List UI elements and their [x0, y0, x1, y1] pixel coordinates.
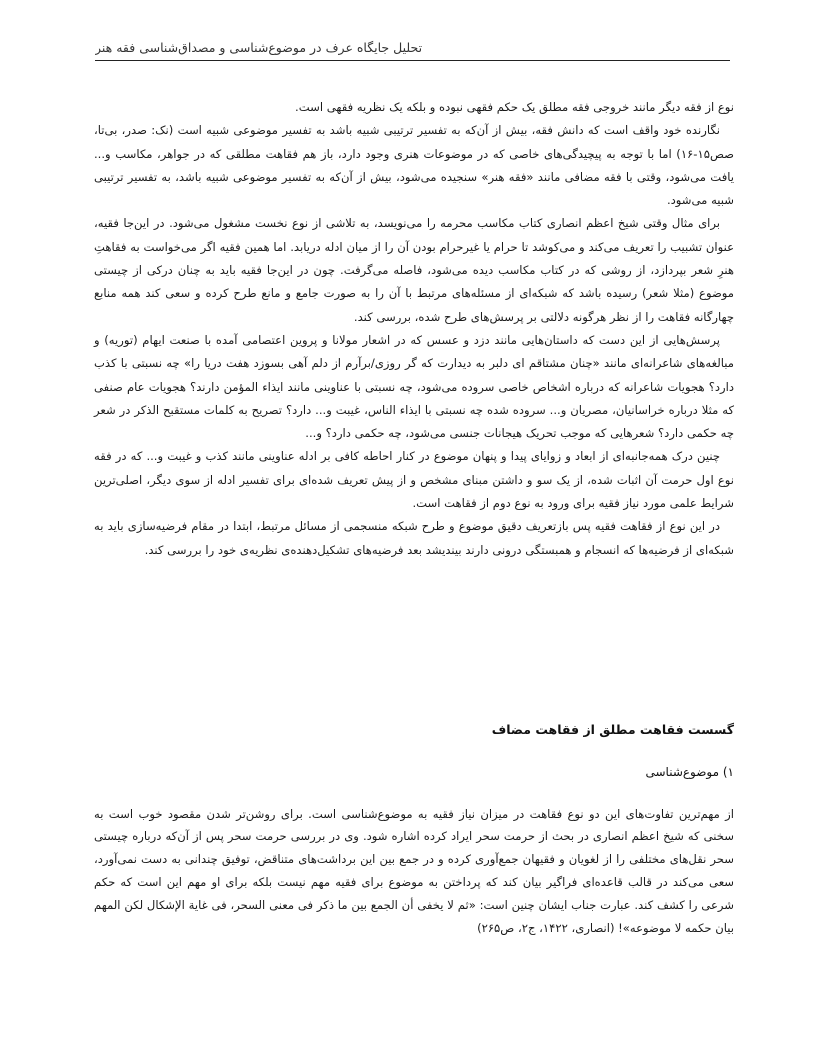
- section-body: [94, 791, 734, 951]
- body-text: [94, 96, 734, 562]
- running-header: تحلیل جایگاه عرف در موضوع‌شناسی و مصداق‌شناسی فقه هنر: [95, 40, 423, 55]
- section-heading: گسست فقاهت مطلق از فقاهت مضاف: [491, 722, 734, 737]
- paragraph-3: برای مثال وقتی شیخ اعظم انصاری کتاب مکاسب محرمه را می‌نویسد، به تلاشی از نوع نخست مشغول می‌شود. در این‌جا فقیه، عنوان تشبیب را تعریف می‌کند و می‌کوشد تا حرام یا غیرحرام بودن آن را از میان ادله دریابد. اما همین فقیه اگر می‌خواست به فقاهتِ هنرِ شعر بپردازد، از روشی که در کتاب مکاسب دیده می‌شود، فاصله می‌گرفت. چون در این‌جا فقیه باید به چنان درکی از چیستی موضوع (مثلا شعر) رسیده باشد که شبکه‌ای از مسئله‌های مرتبط با آن را به صورت جامع و مانع طرح کرده و سعی کند همه منابع چهارگانه فقاهت را از نظر هرگونه دلالتی بر پرسش‌های طرح شده، بررسی کند.: [94, 216, 734, 324]
- section-paragraph: از مهم‌ترین تفاوت‌های این دو نوع فقاهت در میزان نیاز فقیه به موضوع‌شناسی است. برای روشن‌تر شدن مقصود خوب است به سخنی که شیخ اعظم انصاری در بحث از حرمت سحر ایراد کرده اشاره شود. وی در بررسی حرمت سحر پس از آن‌که درباره چیستی سحر نقل‌های مختلفی را از لغویان و فقیهان جمع‌آوری کرده و در جمع بین این برداشت‌های متناقض، توفیق چندانی به دست نمی‌آورد، سعی می‌کند در قالب قاعده‌ای فراگیر بیان کند که پرداختن به موضوع برای فقیه مهم نیست بلکه برای او مهم این است که حکم شرعی را کشف کند. عبارت جناب ایشان چنین است: «ثم لا یخفی أن الجمع بین ما ذکر فی معنی السحر، فی غایة الإشکال لکن المهم بیان حکمه لا موضوعه»! (انصاری، ۱۴۲۲، ج۲، ص۲۶۵): [94, 806, 734, 935]
- paragraph-6: در این نوع از فقاهت فقیه پس بازتعریف دقیق موضوع و طرح شبکه منسجمی از مسائل مرتبط، ابتدا در مقام فرضیه‌سازی باید به شبکه‌ای از فرضیه‌ها که انسجام و همبستگی درونی دارند بیندیشد بعد فرضیه‌های تشکیل‌دهنده‌ی نظریه‌ی خود را بررسی کند.: [94, 519, 734, 557]
- paragraph-5: چنین درک همه‌جانبه‌ای از ابعاد و زوایای پیدا و پنهان موضوع در کنار احاطه کافی بر ادله عناوینی مانند کذب و غیبت و... که در فقه نوع اول حرمت آن اثبات شده، از یک سو و داشتن مبنای مشخص و از پیش تعریف شده‌ای برای تفسیر ادله از سوی دیگر، اصلی‌ترین شرایط علمی مورد نیاز فقیه برای ورود به نوع دوم از فقاهت است.: [94, 449, 734, 511]
- subsection-heading: ۱) موضوع‌شناسی: [645, 765, 734, 779]
- paragraph-1: نوع از فقه دیگر مانند خروجی فقه مطلق یک حکم فقهی نبوده و بلکه یک نظریه فقهی است.: [295, 100, 734, 114]
- paragraph-2: نگارنده خود واقف است که دانش فقه، بیش از آن‌که به تفسیر ترتیبی شبیه باشد به تفسیر موضوعی شبیه است (نک: صدر، بی‌تا، صص۱۵-۱۶) اما با توجه به پیچیدگی‌های خاصی که در موضوعات هنری وجود دارد، باز هم فقاهت مطلقی که در جواهر، مکاسب و... یافت می‌شود، وقتی با فقه مضافی مانند «فقه هنر» سنجیده می‌شود، بیش از آن‌که به تفسیر موضوعی شبیه باشد، به تفسیر ترتیبی شبیه می‌شود.: [94, 123, 734, 208]
- paragraph-4: پرسش‌هایی از این دست که داستان‌هایی مانند دزد و عسس که در اشعار مولانا و پروین اعتصامی آمده با صنعت ایهام (توریه) و مبالغه‌های شاعرانه‌ای مانند «چنان مشتاقم ای دلبر به دیدارت که گر روزی/برآرم از دلم آهی بسوزد هفت دریا را» چه نسبتی با کذب دارد؟ هجویات شاعرانه که درباره اشخاص خاصی سروده می‌شود، چه نسبتی با عناوینی مانند ایذاء المؤمن دارند؟ هجویات عام صنفی که مثلا درباره خراسانیان، مصریان و... سروده شده چه نسبتی با ایذاء الناس، غیبت و... دارد؟ تصریح به کلمات مستقبح الذکر در شعر چه حکمی دارد؟ شعرهایی که موجب تحریک هیجانات جنسی می‌شود، چه حکمی دارد؟ و...: [94, 332, 734, 441]
- header-rule: [95, 60, 730, 61]
